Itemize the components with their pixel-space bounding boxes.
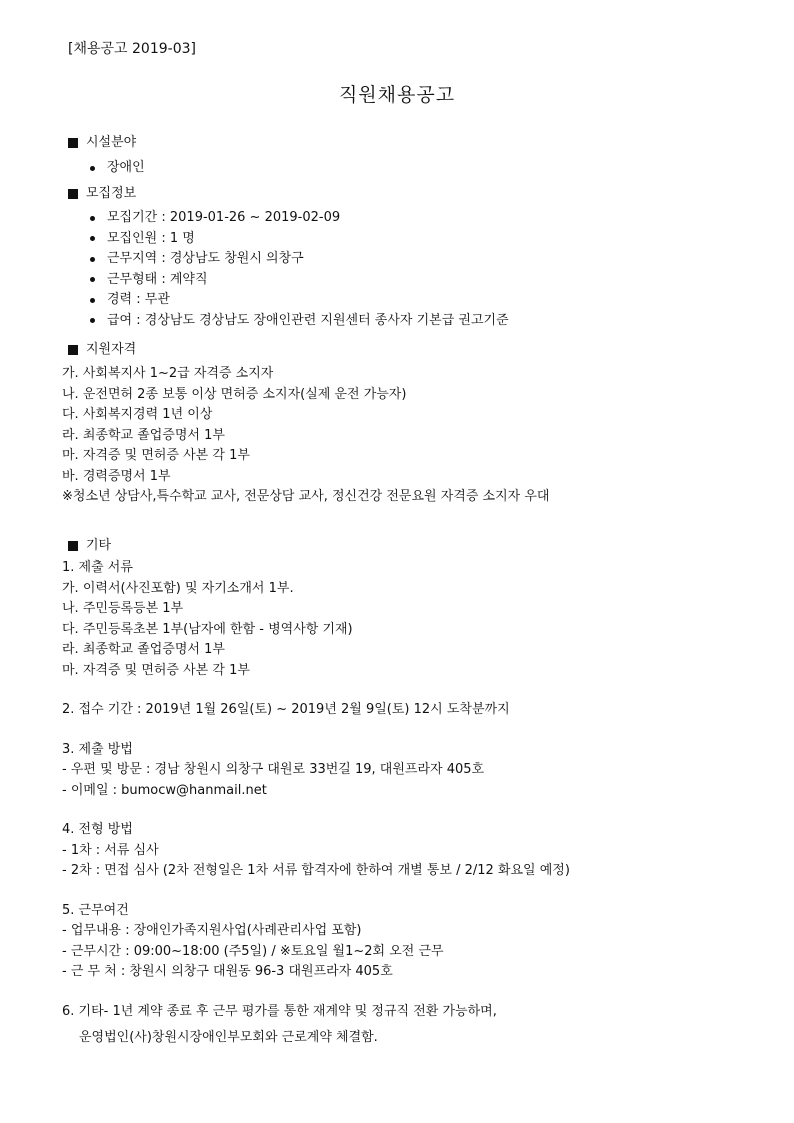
list-item: - 근 무 처 : 창원시 의창구 대원동 96-3 대원프라자 405호 <box>62 964 393 979</box>
recruit-section <box>62 183 762 331</box>
list-item: 다. 사회복지경력 1년 이상 <box>62 407 213 422</box>
list-item: 근무지역 : 경상남도 창원시 의창구 <box>62 249 762 270</box>
list-item: 나. 주민등록등본 1부 <box>62 601 184 616</box>
other-note: 6. 기타- 1년 계약 종료 후 근무 평가를 통한 재계약 및 정규직 전환 가능하며, <box>62 1003 497 1019</box>
bullet-icon <box>90 236 95 241</box>
list-item: 장애인 <box>62 158 762 179</box>
bullet-icon <box>90 166 95 171</box>
other-note-cont: 운영법인(사)창원시장애인부모회와 근로계약 체결함. <box>79 1030 378 1045</box>
facility-heading: 시설분야 <box>86 135 137 150</box>
list-item: - 우편 및 방문 : 경남 창원시 의창구 대원로 33번길 19, 대원프라자 405호 <box>62 762 485 777</box>
list-item: 다. 주민등록초본 1부(남자에 한함 - 병역사항 기재) <box>62 621 353 637</box>
square-bullet-icon <box>68 541 78 551</box>
list-item: 모집인원 : 1 명 <box>62 229 762 250</box>
etc-body <box>62 558 762 1049</box>
bullet-icon <box>90 318 95 323</box>
section-heading <box>62 535 762 556</box>
conditions-title: 5. 근무여건 <box>62 902 129 918</box>
list-item: - 업무내용 : 장애인가족지원사업(사례관리사업 포함) <box>62 923 362 938</box>
documents-title: 1. 제출 서류 <box>62 560 133 575</box>
list-item: 모집기간 : 2019-01-26 ~ 2019-02-09 <box>62 208 762 229</box>
etc-heading: 기타 <box>86 538 112 553</box>
list-item: 마. 자격증 및 면허증 사본 각 1부 <box>62 662 250 678</box>
square-bullet-icon <box>68 345 78 355</box>
qualification-section <box>62 339 762 508</box>
list-item: - 1차 : 서류 심사 <box>62 842 159 858</box>
section-heading <box>62 132 762 153</box>
section-heading <box>62 339 762 360</box>
list-item: 급여 : 경상남도 경상남도 장애인관련 지원센터 종사자 기본급 권고기준 <box>62 311 762 332</box>
list-item: 마. 자격증 및 면허증 사본 각 1부 <box>62 448 250 463</box>
list-item: 라. 최종학교 졸업증명서 1부 <box>62 427 225 443</box>
list-item: - 근무시간 : 09:00~18:00 (주5일) / ※토요일 월1~2회 오전 근무 <box>62 943 444 959</box>
page-title: 직원채용공고 <box>338 84 456 106</box>
square-bullet-icon <box>68 138 78 148</box>
preference-note: ※청소년 상담사,특수학교 교사, 전문상담 교사, 정신건강 전문요원 자격증 소지자 우대 <box>62 489 550 504</box>
etc-section <box>62 535 762 1049</box>
bullet-icon <box>90 257 95 262</box>
list-item: 경력 : 무관 <box>62 290 762 311</box>
list-item: 가. 사회복지사 1~2급 자격증 소지자 <box>62 366 274 381</box>
screening-title: 4. 전형 방법 <box>62 822 133 837</box>
qualification-list <box>62 364 762 508</box>
notice-id: [채용공고 2019-03] <box>68 41 196 57</box>
list-item: 가. 이력서(사진포함) 및 자기소개서 1부. <box>62 580 294 596</box>
method-title: 3. 제출 방법 <box>62 741 133 757</box>
application-period: 2. 접수 기간 : 2019년 1월 26일(토) ~ 2019년 2월 9일(토) 12시 도착분까지 <box>62 702 510 717</box>
bullet-icon <box>90 277 95 282</box>
recruit-list <box>62 208 762 331</box>
facility-list <box>62 158 762 179</box>
recruit-heading: 모집정보 <box>86 186 137 201</box>
bullet-icon <box>90 298 95 303</box>
email-line: - 이메일 : bumocw@hanmail.net <box>62 782 267 798</box>
list-item: 바. 경력증명서 1부 <box>62 468 171 484</box>
list-item: 나. 운전면허 2종 보통 이상 면허증 소지자(실제 운전 가능자) <box>62 386 407 402</box>
facility-section <box>62 132 762 179</box>
list-item: 근무형태 : 계약직 <box>62 270 762 291</box>
square-bullet-icon <box>68 189 78 199</box>
list-item: 라. 최종학교 졸업증명서 1부 <box>62 642 225 657</box>
bullet-icon <box>90 216 95 221</box>
section-heading <box>62 183 762 204</box>
qualification-heading: 지원자격 <box>86 342 137 357</box>
list-item: - 2차 : 면접 심사 (2차 전형일은 1차 서류 합격자에 한하여 개별 통보 / 2/12 화요일 예정) <box>62 863 570 878</box>
